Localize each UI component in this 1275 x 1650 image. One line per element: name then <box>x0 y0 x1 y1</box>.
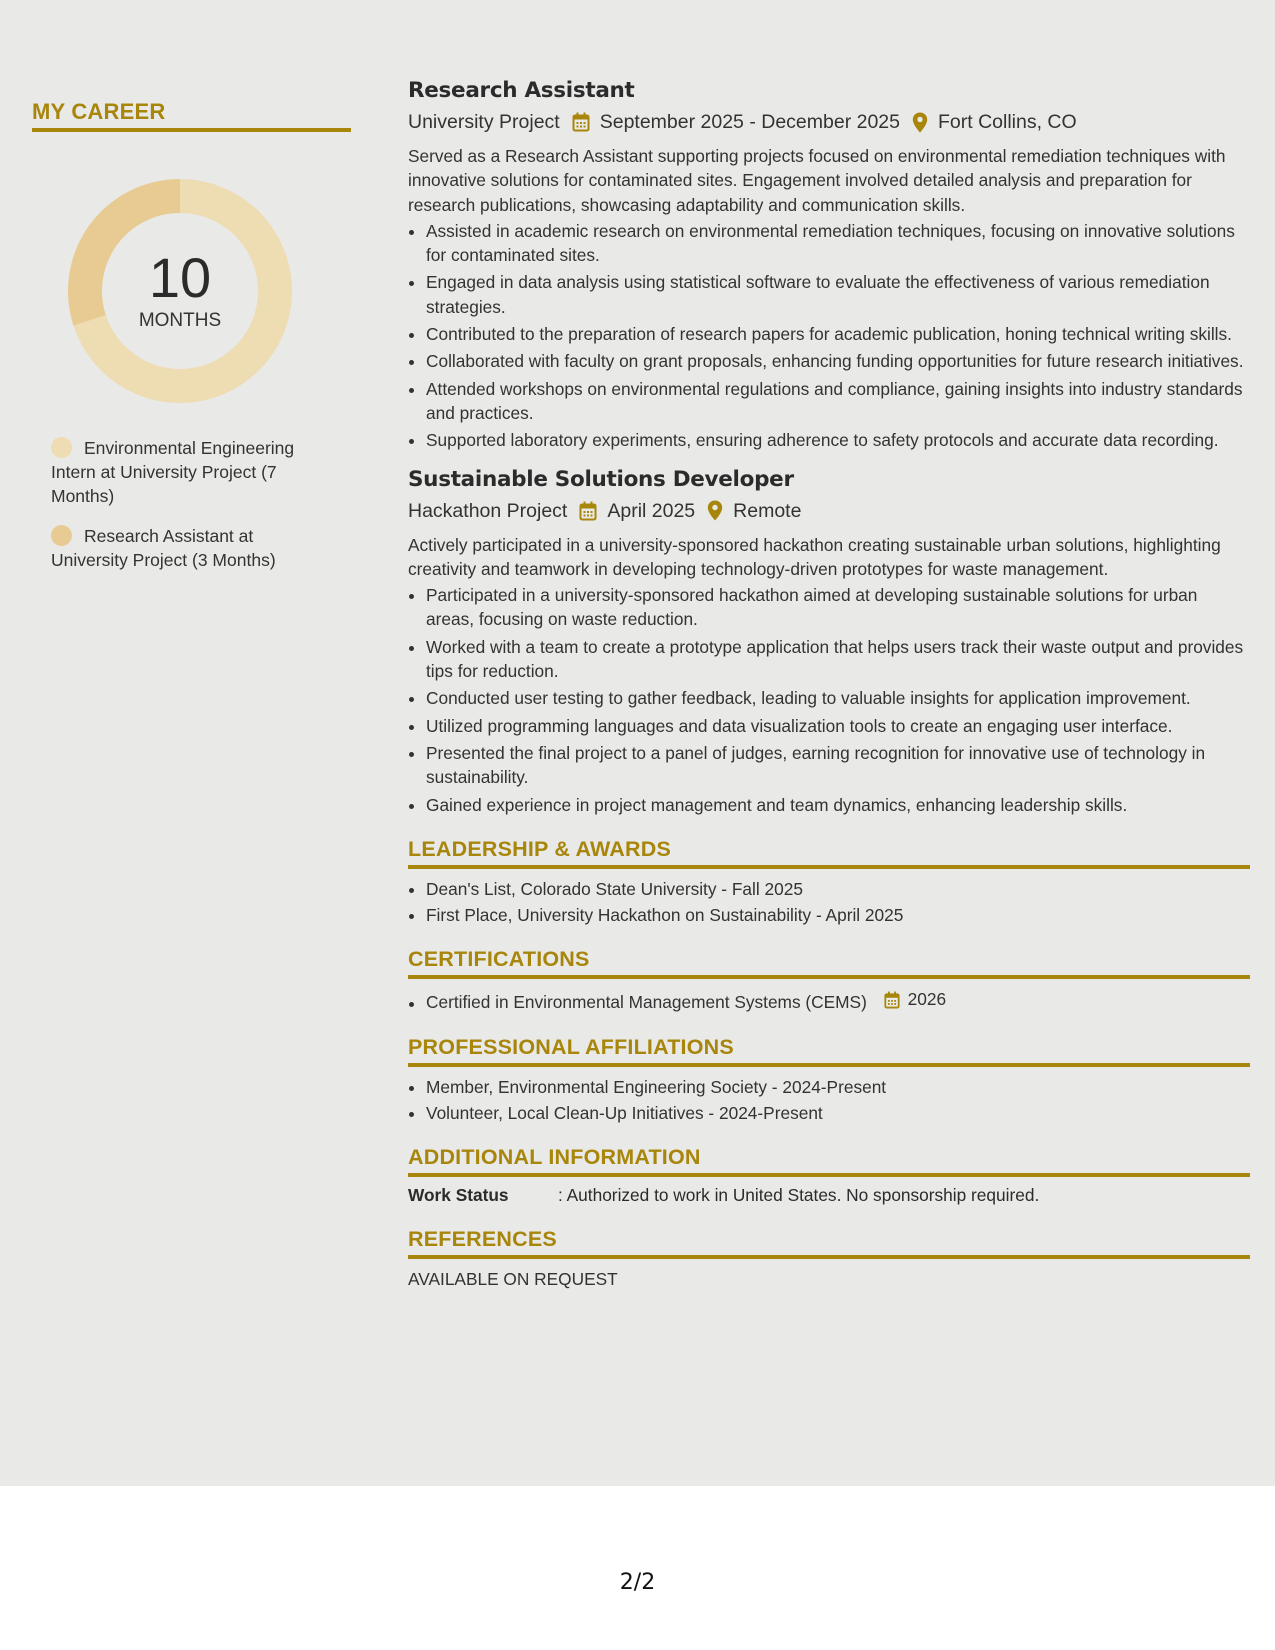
job-bullets <box>408 219 1250 453</box>
list-item: • Volunteer, Local Clean-Up Initiatives - 2024-Present <box>426 1101 1250 1125</box>
list-item: • Attended workshops on environmental regulations and compliance, gaining insights into industry standards and practices. <box>426 377 1250 426</box>
left-column <box>32 98 351 588</box>
calendar-icon <box>884 991 904 1009</box>
career-section-title: MY CAREER <box>32 98 351 132</box>
certification-year: 2026 <box>907 989 947 1010</box>
list-item: • Dean's List, Colorado State University - Fall 2025 <box>426 877 1250 901</box>
job-bullets <box>408 583 1250 817</box>
donut-total-unit: MONTHS <box>138 310 222 331</box>
leadership-list <box>408 877 1250 928</box>
job-description: Served as a Research Assistant supporting projects focused on environmental remediation techniques with innovative solutions for contaminated sites. Engagement involved detailed analysis and preparation for research publications, showcasing adaptability and communication skills. <box>408 146 1226 215</box>
map-pin-icon <box>912 112 928 133</box>
page-number: 2/2 <box>619 1570 656 1595</box>
work-status-row <box>408 1183 1250 1207</box>
list-item <box>426 987 1250 1014</box>
leadership-title: LEADERSHIP & AWARDS <box>408 835 1250 869</box>
certifications-list <box>408 987 1250 1014</box>
list-item: • Engaged in data analysis using statistical software to evaluate the effectiveness of various remediation strategies. <box>426 270 1250 319</box>
list-item: • Gained experience in project management and team dynamics, enhancing leadership skills. <box>426 793 1250 817</box>
donut-total-number: 10 <box>148 246 212 309</box>
calendar-icon <box>579 501 597 521</box>
list-item: • Participated in a university-sponsored hackathon aimed at developing sustainable solutions for urban areas, focusing on waste reduction. <box>426 583 1250 632</box>
job-organization: University Project <box>408 111 560 133</box>
job-dates: April 2025 <box>607 499 696 522</box>
affiliations-title: PROFESSIONAL AFFILIATIONS <box>408 1033 1250 1067</box>
list-item: • Presented the final project to a panel of judges, earning recognition for innovative use of technology in sustainability. <box>426 741 1250 790</box>
job-entry <box>408 465 1250 817</box>
job-location: Remote <box>733 499 802 522</box>
right-column <box>408 76 1250 1291</box>
additional-info-title: ADDITIONAL INFORMATION <box>408 1143 1250 1177</box>
legend-label: Environmental Engineering Intern at University Project (7 Months) <box>51 438 295 506</box>
list-item: • Assisted in academic research on environmental remediation techniques, focusing on innovative solutions for contaminated sites. <box>426 219 1250 268</box>
affiliations-section <box>408 1033 1250 1126</box>
map-pin-icon <box>707 500 723 521</box>
references-title: REFERENCES <box>408 1225 1250 1259</box>
job-dates: September 2025 - December 2025 <box>599 111 900 133</box>
donut-center <box>65 176 295 406</box>
certifications-section <box>408 945 1250 1014</box>
job-title: Sustainable Solutions Developer <box>408 466 794 492</box>
list-item: • Contributed to the preparation of research papers for academic publication, honing technical writing skills. <box>426 322 1250 346</box>
leadership-section <box>408 835 1250 928</box>
job-entry <box>408 76 1250 453</box>
certification-name: Certified in Environmental Management Systems (CEMS) <box>426 992 867 1013</box>
job-description: Actively participated in a university-sponsored hackathon creating sustainable urban solutions, highlighting creativity and teamwork in developing technology-driven prototypes for waste management. <box>408 534 1221 579</box>
legend-dot <box>51 437 72 458</box>
references-section <box>408 1225 1250 1291</box>
certification-date <box>884 987 946 1011</box>
job-title: Research Assistant <box>408 78 635 103</box>
work-status-value: : Authorized to work in United States. No sponsorship required. <box>558 1185 1040 1206</box>
job-meta <box>408 108 1250 136</box>
list-item: • Worked with a team to create a prototype application that helps users track their waste output and provides tips for reduction. <box>426 635 1250 684</box>
legend-item <box>51 524 331 572</box>
job-organization: Hackathon Project <box>408 499 568 522</box>
calendar-icon <box>572 112 590 132</box>
affiliations-list <box>408 1075 1250 1126</box>
job-location: Fort Collins, CO <box>937 111 1077 133</box>
career-donut-chart <box>65 176 295 406</box>
list-item: • Collaborated with faculty on grant proposals, enhancing funding opportunities for future research initiatives. <box>426 349 1250 373</box>
list-item: • Supported laboratory experiments, ensuring adherence to safety protocols and accurate data recording. <box>426 428 1250 452</box>
list-item: • Utilized programming languages and data visualization tools to create an engaging user interface. <box>426 714 1250 738</box>
legend-label: Research Assistant at University Project (3 Months) <box>51 526 276 570</box>
additional-info-section <box>408 1143 1250 1207</box>
legend-dot <box>51 525 72 546</box>
career-legend <box>51 436 331 572</box>
work-status-label: Work Status <box>408 1185 509 1206</box>
list-item: • Conducted user testing to gather feedback, leading to valuable insights for application improvement. <box>426 686 1250 710</box>
job-meta <box>408 497 1250 525</box>
legend-item <box>51 436 331 508</box>
certifications-title: CERTIFICATIONS <box>408 945 1250 979</box>
list-item: • Member, Environmental Engineering Society - 2024-Present <box>426 1075 1250 1099</box>
list-item: • First Place, University Hackathon on Sustainability - April 2025 <box>426 903 1250 927</box>
references-text: AVAILABLE ON REQUEST <box>408 1269 618 1290</box>
